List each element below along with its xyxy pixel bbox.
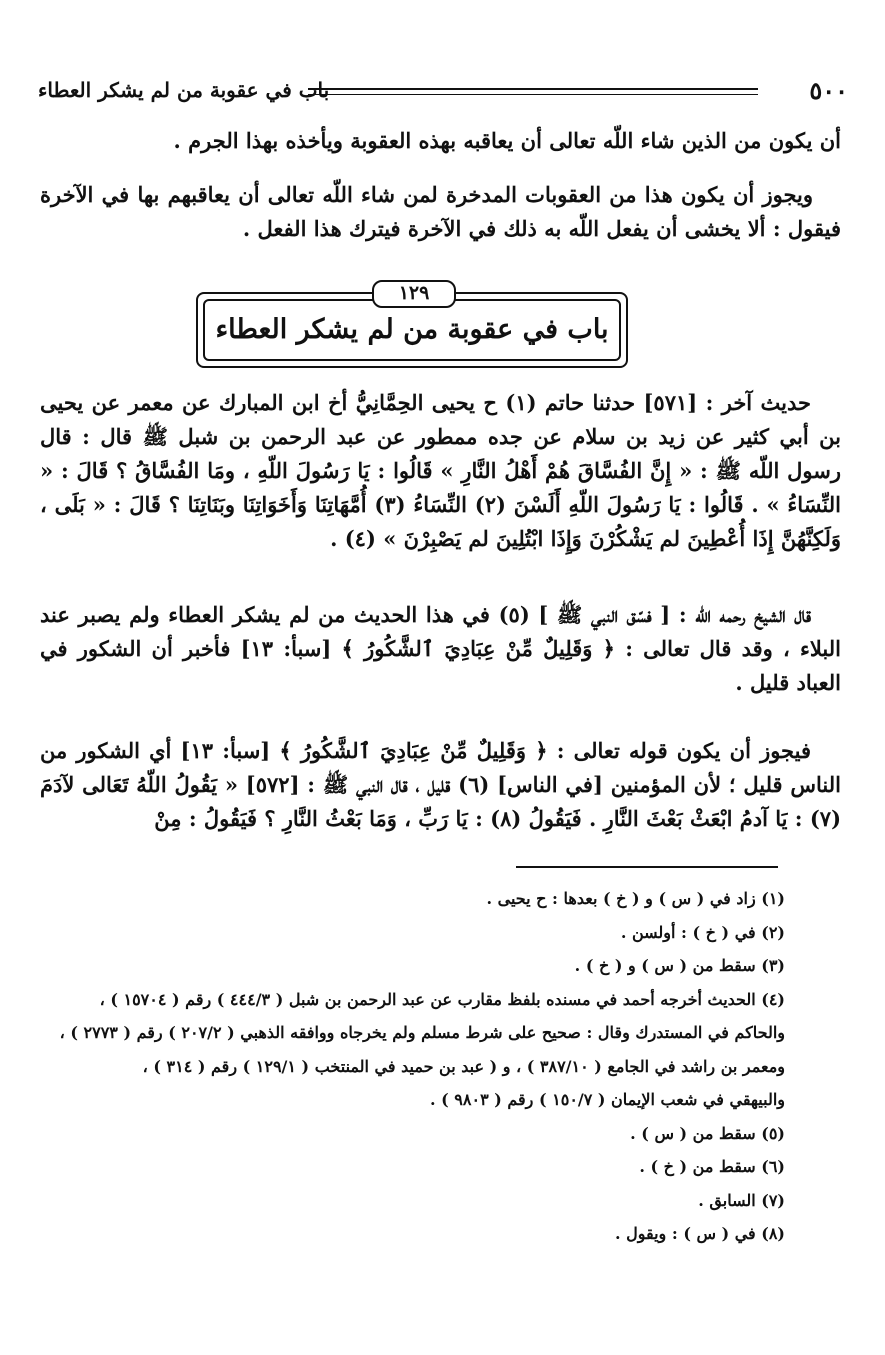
footnote: (٦) سقط من ( خ ) .	[639, 1157, 785, 1176]
footnote: (٨) في ( س ) : ويقول .	[614, 1224, 785, 1243]
footnote: (١) زاد في ( س ) و ( خ ) بعدها : ح يحيى .	[486, 889, 785, 908]
page-header	[38, 76, 848, 106]
footnote: ومعمر بن راشد في الجامع ( ٣٨٧/١٠ ) ، و ( عبد بن حميد في المنتخب ( ١٢٩/١ ) رقم ( ٣١٤ ) ،	[142, 1056, 785, 1076]
footnotes	[40, 882, 785, 1251]
paragraph-2: ويجوز أن يكون هذا من العقوبات المدخرة لمن شاء اللّه تعالى أن يعاقبهم بها في الآخرة فيقول : ألا يخشى أن يفعل اللّه به ذلك في الآخرة فيترك هذا الفعل .	[40, 182, 841, 241]
paragraph-1: أن يكون من الذين شاء اللّه تعالى أن يعاقبه بهذه العقوبة ويأخذه بهذا الجرم .	[173, 128, 841, 153]
footnote: (٤) الحديث أخرجه أحمد في مسنده بلفظ مقارب عن عبد الرحمن بن شبل ( ٤٤٤/٣ ) رقم ( ١٥٧٠٤ ) ،	[99, 989, 785, 1009]
hadith-paragraph: حديث آخر : [٥٧١] حدثنا حاتم (١) ح يحيى الحِمَّانِيُّ أخ ابن المبارك عن معمر عن يحيى بن أبي كثير عن زيد بن سلام عن جده ممطور عن عبد الرحمن بن شبل ﷺ قال : قال رسول اللّه ﷺ : « إِنَّ الفُسَّاقَ هُمْ أَهْلُ النَّارِ » قَالُوا : يَا رَسُولَ اللّهِ ، ومَا الفُسَّاقُ ؟ قَالَ : « النِّسَاءُ » . قَالُوا : يَا رَسُولَ اللّهِ أَلَسْنَ (٢) النِّسَاءُ (٣) أُمَّهَاتِنَا وَأَخَوَاتِنَا وبَنَاتِنَا ؟ قَالَ : « بَلَى ، وَلَكِنَّهُنَّ إِذَا أُعْطِينَ لم يَشْكُرْنَ وَإِذَا ابْتُلِينَ لم يَصْبِرْنَ » (٤) .	[40, 390, 841, 551]
footnote: (٢) في ( خ ) : أولسن .	[620, 922, 785, 942]
commentary-paragraph: قال الشيخ رحمه الله : [ فسّق النبي ﷺ ] (٥) في هذا الحديث من لم يشكر العطاء ولم يصبر عند البلاء ، وقد قال تعالى : ﴿ وَقَلِيلٌ مِّنْ عِبَادِيَ ٱلشَّكُورُ ﴾ [سبأ: ١٣] فأخبر أن الشكور في العباد قليل .	[40, 602, 841, 695]
footnote-divider	[516, 866, 778, 868]
chapter-heading-frame	[196, 280, 628, 368]
page-number: ٥٠٠	[809, 76, 848, 105]
footnote: (٣) سقط من ( س ) و ( خ ) .	[574, 956, 785, 975]
continuation-paragraph: فيجوز أن يكون قوله تعالى : ﴿ وَقَلِيلٌ مِّنْ عِبَادِيَ ٱلشَّكُورُ ﴾ [سبأ: ١٣] أي الشكور من الناس قليل ؛ لأن المؤمنين [في الناس] (٦) قليل ، قال النبي ﷺ : [٥٧٢] « يَقُولُ اللّهُ تَعَالى لآدَمَ (٧) : يَا آدمُ ابْعَثْ بَعْثَ النَّارِ . فَيَقُولُ (٨) : يَا رَبِّ ، وَمَا بَعْثُ النَّارِ ؟ فَيَقُولُ : مِنْ	[40, 738, 841, 831]
header-divider	[308, 88, 758, 95]
footnote: والبيهقي في شعب الإيمان ( ١٥٠/٧ ) رقم ( ٩٨٠٣ ) .	[430, 1090, 785, 1109]
footnote: والحاكم في المستدرك وقال : صحيح على شرط مسلم ولم يخرجاه ووافقه الذهبي ( ٢٠٧/٢ ) رقم ( ٢٧٧٣ ) ،	[59, 1023, 785, 1042]
footnote: (٥) سقط من ( س ) .	[630, 1123, 785, 1143]
chapter-title: باب في عقوبة من لم يشكر العطاء	[215, 314, 609, 345]
footnote: (٧) السابق .	[698, 1190, 785, 1210]
chapter-number: ١٢٩	[372, 280, 456, 308]
running-title: باب في عقوبة من لم يشكر العطاء	[38, 78, 330, 102]
